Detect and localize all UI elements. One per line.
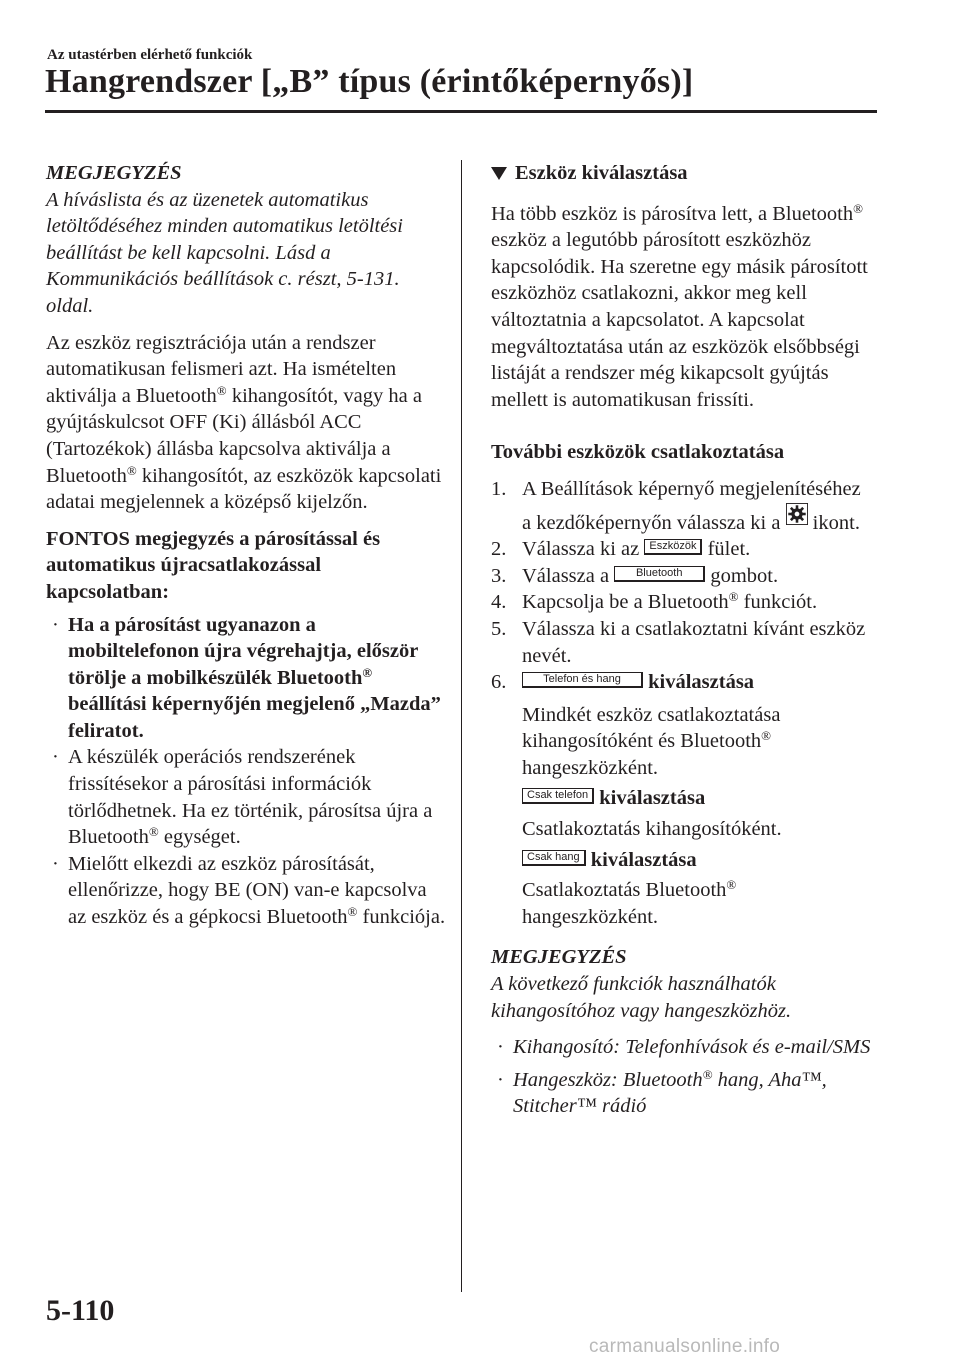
registered-mark: ® — [726, 877, 737, 893]
bluetooth-button[interactable]: Bluetooth — [614, 566, 705, 582]
step-6: 6. Telefon és hang kiválasztása Mindkét eszköz csatlakoztatása kihangosítóként és Bluetooth® hangeszközként. Csak telefon kiválasztása Csatlakoztatás kihangosítóként. Csak hang kiválasztása Csatlakoztatás Bluetooth® hangeszközként. — [491, 669, 871, 930]
step-list — [491, 476, 871, 931]
option-audio-only: Csak hang kiválasztása — [522, 847, 871, 874]
audio-only-button[interactable]: Csak hang — [522, 850, 586, 866]
triangle-down-icon — [491, 167, 507, 180]
list-item: · Kihangosító: Telefonhívások és e-mail/SMS — [491, 1034, 871, 1061]
phone-and-audio-button[interactable]: Telefon és hang — [522, 672, 643, 688]
step-3: 3. Válassza a Bluetooth gombot. — [491, 564, 779, 587]
header-section-label: Az utastérben elérhető funkciók — [47, 47, 253, 63]
left-column — [46, 160, 446, 931]
list-item: · A készülék operációs rendszerének frissítésekor a párosítási információk törlődhetnek. Ha ez történik, párosítsa újra a Bluetooth® egységet. — [52, 746, 433, 849]
page-title: Hangrendszer [„B” típus (érintőképernyős)] — [45, 63, 694, 100]
registered-mark: ® — [126, 462, 137, 478]
registered-mark: ® — [853, 200, 863, 216]
note-bullet-list — [491, 1034, 871, 1120]
note-title: MEGJEGYZÉS — [46, 162, 182, 184]
list-item: · Hangeszköz: Bluetooth® hang, Aha™, Stitcher™ rádió — [497, 1066, 827, 1118]
registered-mark: ® — [216, 382, 227, 398]
header-rule — [45, 110, 877, 113]
bullet-glyph: · — [497, 1036, 504, 1059]
gear-icon — [786, 503, 808, 525]
step-1: 1. A Beállítások képernyő megjelenítéséhez a kezdőképernyőn válassza ki a ikont. — [491, 477, 861, 534]
step-5: 5. Válassza ki a csatlakoztatni kívánt eszköz nevét. — [491, 617, 866, 667]
registered-mark: ® — [728, 589, 739, 605]
note-block — [491, 944, 871, 1120]
note-title: MEGJEGYZÉS — [491, 946, 627, 969]
section-heading — [491, 160, 871, 187]
option-description: Mindkét eszköz csatlakoztatása kihangosítóként és Bluetooth® hangeszközként. — [522, 703, 781, 779]
devices-tab-button[interactable]: Eszközök — [644, 539, 702, 555]
registered-mark: ® — [761, 728, 772, 744]
registered-mark: ® — [702, 1066, 713, 1082]
section-heading-text: Eszköz kiválasztása — [515, 162, 688, 184]
option-description: Csatlakoztatás kihangosítóként. — [522, 818, 782, 841]
note-block — [46, 160, 446, 320]
bullet-glyph: · — [497, 1068, 504, 1091]
right-column — [491, 160, 871, 1130]
subheading: További eszközök csatlakoztatása — [491, 441, 785, 464]
device-selection-intro: Ha több eszköz is párosítva lett, a Bluetooth® eszköz a legutóbb párosított eszközhöz kapcsolódik. Ha szeretne egy másik párosított eszközhöz csatlakozni, akkor meg kell változtatnia a kapcsolatot. A kapcsolat megváltoztatása után az eszközök elsőbbségi listáját a rendszer még kikapcsolt gyújtás mellett is automatikusan frissíti. — [491, 200, 868, 411]
note-text: A híváslista és az üzenetek automatikus letöltődéséhez minden automatikus letöltési beállítást be kell kapcsolni. Lásd a Kommunikációs beállítások c. részt, 5-131. oldal. — [46, 188, 403, 317]
important-heading: FONTOS megjegyzés a párosítással és automatikus újracsatlakozással kapcsolatban: — [46, 527, 381, 603]
list-item: · Mielőtt elkezdi az eszköz párosítását, ellenőrizze, hogy BE (ON) van-e kapcsolva az eszköz és a gépkocsi Bluetooth® funkciója. — [52, 852, 446, 929]
bullet-glyph: · — [52, 613, 59, 636]
note-text: A következő funkciók használhatók kihangosítóhoz vagy hangeszközhöz. — [491, 973, 792, 1022]
step-2: 2. Válassza ki az Eszközök fület. — [491, 538, 751, 561]
bullet-glyph: · — [52, 746, 59, 769]
column-divider — [461, 160, 462, 1292]
registered-mark: ® — [148, 824, 159, 840]
list-item: · Ha a párosítást ugyanazon a mobiltelefonon újra végrehajtja, először törölje a mobilkészülék Bluetooth® beállítási képernyőjén megjelenő „Mazda” feliratot. — [52, 613, 441, 742]
bullet-glyph: · — [52, 852, 59, 875]
important-bullet-list — [46, 612, 446, 931]
registration-paragraph: Az eszköz regisztrációja után a rendszer automatikusan felismeri azt. Ha ismételten aktiválja a Bluetooth® kihangosítót, vagy ha a gyújtáskulcsot OFF (Ki) állásból ACC (Tartozékok) állásba kapcsolva aktiválja a Bluetooth® kihangosítót, az eszközök kapcsolati adatai megjelennek a középső kijelzőn. — [46, 331, 442, 514]
phone-only-button[interactable]: Csak telefon — [522, 788, 594, 804]
registered-mark: ® — [347, 904, 358, 920]
registered-mark: ® — [362, 664, 373, 680]
watermark: carmanualsonline.info — [589, 1336, 781, 1357]
option-description: Csatlakoztatás Bluetooth® hangeszközként. — [522, 877, 737, 928]
page-number: 5-110 — [46, 1294, 115, 1327]
option-phone-only: Csak telefon kiválasztása — [522, 785, 871, 812]
step-4: 4. Kapcsolja be a Bluetooth® funkciót. — [491, 589, 818, 614]
